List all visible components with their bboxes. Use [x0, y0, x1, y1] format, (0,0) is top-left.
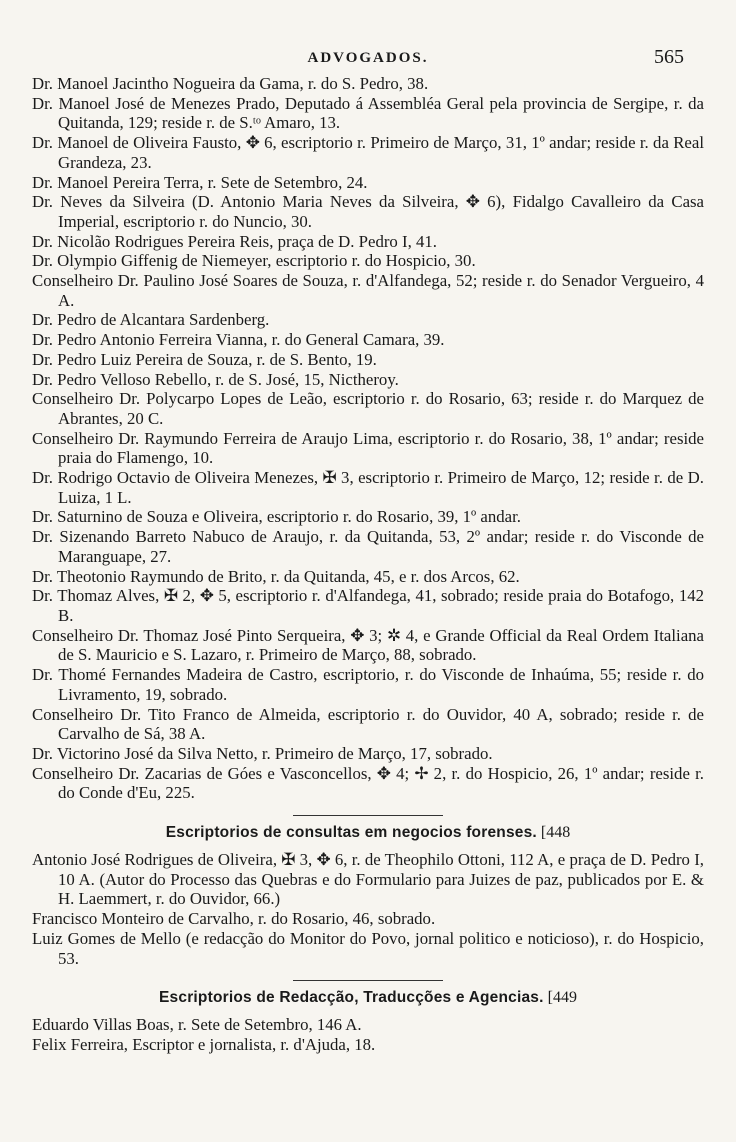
listing-entry: Eduardo Villas Boas, r. Sete de Setembro, 146 A. — [32, 1015, 362, 1035]
listing-entry: Dr. Saturnino de Souza e Oliveira, escriptorio r. do Rosario, 39, 1º andar. — [32, 507, 521, 527]
listing-entry: Dr. Pedro Antonio Ferreira Vianna, r. do General Camara, 39. — [32, 330, 445, 350]
listing-entry: Dr. Sizenando Barreto Nabuco de Araujo, r. da Quitanda, 53, 2º andar; reside r. do Visconde de Maranguape, 27. — [32, 527, 704, 566]
listing-entry: Conselheiro Dr. Polycarpo Lopes de Leão, escriptorio r. do Rosario, 63; reside r. do Marquez de Abrantes, 20 C. — [32, 389, 704, 428]
listing-entry: Conselheiro Dr. Paulino José Soares de Souza, r. d'Alfandega, 52; reside r. do Senador Vergueiro, 4 A. — [32, 271, 704, 310]
section-divider — [293, 980, 443, 981]
listing-entry: Dr. Rodrigo Octavio de Oliveira Menezes, ✠ 3, escriptorio r. Primeiro de Março, 12; reside r. de D. Luiza, 1 L. — [32, 468, 704, 507]
section-heading-redaccao — [32, 980, 704, 1007]
listing-entry: Dr. Thomé Fernandes Madeira de Castro, escriptorio, r. do Visconde de Inhaúma, 55; reside r. do Livramento, 19, sobrado. — [32, 665, 704, 704]
listing-entry: Dr. Victorino José da Silva Netto, r. Primeiro de Março, 17, sobrado. — [32, 743, 493, 763]
listing-entry: Dr. Manoel Jacintho Nogueira da Gama, r. do S. Pedro, 38. — [32, 74, 429, 93]
section-title: Escriptorios de consultas em negocios forenses. — [165, 824, 537, 842]
listing-entry: Luiz Gomes de Mello (e redacção do Monitor do Povo, jornal politico e noticioso), r. do Hospicio, 53. — [32, 928, 704, 968]
listing-entry: Dr. Theotonio Raymundo de Brito, r. da Quitanda, 45, e r. dos Arcos, 62. — [32, 566, 520, 586]
listing-entry: Dr. Pedro de Alcantara Sardenberg. — [32, 310, 270, 330]
listing-entry: Dr. Manoel José de Menezes Prado, Deputado á Assembléa Geral pela provincia de Sergipe, r. da Quitanda, 129; reside r. de S.ᵗᵒ Amaro, 13. — [32, 93, 704, 133]
listing-entry: Francisco Monteiro de Carvalho, r. do Rosario, 46, sobrado. — [32, 909, 436, 929]
section-number: [448 — [540, 824, 571, 842]
listing-entry: Conselheiro Dr. Tito Franco de Almeida, escriptorio r. do Ouvidor, 40 A, sobrado; reside r. de Carvalho de Sá, 38 A. — [32, 704, 704, 744]
section-divider — [293, 815, 443, 816]
listing-entry: Conselheiro Dr. Raymundo Ferreira de Araujo Lima, escriptorio r. do Rosario, 38, 1º andar; reside praia do Flamengo, 10. — [32, 428, 704, 468]
section-number: [449 — [547, 989, 577, 1007]
page-number: 565 — [654, 46, 684, 68]
listing-entry: Dr. Neves da Silveira (D. Antonio Maria Neves da Silveira, ✥ 6), Fidalgo Cavalleiro da Casa Imperial, escriptorio r. do Nuncio, 30. — [32, 192, 704, 231]
page-header — [0, 44, 736, 72]
listing-entry: Dr. Manoel Pereira Terra, r. Sete de Setembro, 24. — [32, 172, 368, 192]
listing-entry: Dr. Thomaz Alves, ✠ 2, ✥ 5, escriptorio r. d'Alfandega, 41, sobrado; reside praia do Botafogo, 142 B. — [32, 586, 704, 625]
listing-entry: Felix Ferreira, Escriptor e jornalista, r. d'Ajuda, 18. — [32, 1034, 376, 1054]
running-title: ADVOGADOS. — [307, 50, 429, 66]
listing-entry: Dr. Manoel de Oliveira Fausto, ✥ 6, escriptorio r. Primeiro de Março, 31, 1º andar; reside r. da Real Grandeza, 23. — [32, 133, 704, 172]
listing-entry: Conselheiro Dr. Zacarias de Góes e Vasconcellos, ✥ 4; ✢ 2, r. do Hospicio, 26, 1º andar; reside r. do Conde d'Eu, 225. — [32, 763, 704, 803]
listing-entry: Dr. Pedro Velloso Rebello, r. de S. José, 15, Nictheroy. — [32, 369, 399, 389]
listing-entry: Dr. Olympio Giffenig de Niemeyer, escriptorio r. do Hospicio, 30. — [32, 251, 476, 271]
listing-entry: Antonio José Rodrigues de Oliveira, ✠ 3, ✥ 6, r. de Theophilo Ottoni, 112 A, e praça de D. Pedro I, 10 A. (Autor do Processo das Quebras e do Formulario para Juizes de paz, publicados por E. & H. Laemmert, r. do Ouvidor, 66.) — [32, 850, 704, 909]
listing-entry: Conselheiro Dr. Thomaz José Pinto Serqueira, ✥ 3; ✲ 4, e Grande Official da Real Ordem Italiana de S. Mauricio e S. Lazaro, r. Primeiro de Março, 88, sobrado. — [32, 625, 704, 665]
section-title: Escriptorios de Redacção, Traducções e Agencias. — [159, 989, 544, 1007]
listing-entry: Dr. Nicolão Rodrigues Pereira Reis, praça de D. Pedro I, 41. — [32, 231, 437, 251]
directory-listing — [32, 74, 704, 1055]
listing-entry: Dr. Pedro Luiz Pereira de Souza, r. de S. Bento, 19. — [32, 349, 377, 369]
section-heading-forenses — [32, 815, 704, 842]
